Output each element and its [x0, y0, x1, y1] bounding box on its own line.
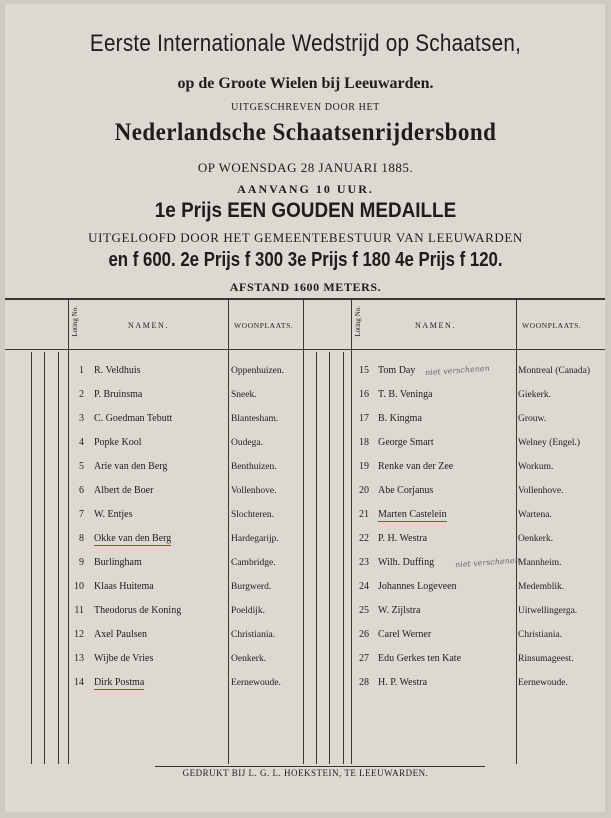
table-top-rule	[5, 298, 605, 300]
announced-by: UITGESCHREVEN DOOR HET	[231, 102, 380, 113]
competitor-name: Okke van den Berg	[94, 533, 172, 544]
lot-number: 1	[79, 365, 84, 376]
competitor-name: W. Entjes	[94, 509, 133, 520]
competitor-name: W. Zijlstra	[378, 605, 421, 616]
competitor-residence: Oenkerk.	[518, 534, 554, 544]
competitor-name: Theodorus de Koning	[94, 605, 182, 616]
competitor-residence: Oppenhuizen.	[231, 366, 285, 376]
lot-number: 10	[74, 581, 84, 592]
competitor-name: Axel Paulsen	[94, 629, 148, 640]
lot-number: 9	[79, 557, 84, 568]
residence-header: WOONPLAATS.	[522, 321, 582, 330]
competitor-name: Marten Castelein	[378, 509, 447, 520]
competitor-residence: Sneek.	[231, 390, 257, 400]
competitor-name: C. Goedman Tebutt	[94, 413, 173, 424]
competitor-name: T. B. Veninga	[378, 389, 433, 400]
competitor-name: Albert de Boer	[94, 485, 154, 496]
competitor-name: Klaas Huitema	[94, 581, 154, 592]
competitor-residence: Welney (Engel.)	[518, 438, 581, 448]
prize-offered-by: UITGELOOFD DOOR HET GEMEENTEBESTUUR VAN LEEUWARDEN	[88, 230, 523, 245]
lot-number: 22	[359, 533, 369, 544]
competitor-name: P. Bruinsma	[94, 389, 143, 400]
competitor-name: Arie van den Berg	[94, 461, 168, 472]
lot-number: 16	[359, 389, 369, 400]
column-rule	[58, 352, 59, 764]
race-distance: AFSTAND 1600 METERS.	[229, 280, 382, 294]
event-date: OP WOENSDAG 28 JANUARI 1885.	[197, 160, 414, 175]
competitor-name: Tom Day	[378, 365, 416, 376]
competitor-name: Edu Gerkes ten Kate	[378, 653, 462, 664]
lot-number: 12	[74, 629, 84, 640]
column-rule	[303, 300, 304, 764]
competitor-name: R. Veldhuis	[94, 365, 141, 376]
competitor-residence: Oenkerk.	[231, 654, 267, 664]
printer-credit: GEDRUKT BIJ L. G. L. HOEKSTEIN, TE LEEUWARDEN.	[182, 768, 429, 778]
competitor-residence: Mannheim.	[518, 558, 562, 568]
competitor-residence: Eernewoude.	[231, 678, 281, 688]
lot-number: 6	[79, 485, 84, 496]
lot-number: 18	[359, 437, 369, 448]
lot-number: 7	[79, 509, 84, 520]
competitor-residence: Workum.	[518, 462, 554, 472]
competitor-name: P. H. Westra	[378, 533, 428, 544]
lot-number: 2	[79, 389, 84, 400]
footer-rule	[155, 766, 485, 767]
competitor-residence: Christiania.	[231, 630, 276, 640]
competitor-name: Carel Werner	[378, 629, 432, 640]
lot-number: 13	[74, 653, 84, 664]
lot-number: 19	[359, 461, 369, 472]
lot-number-header: Loting No.	[71, 306, 79, 337]
lot-number: 21	[359, 509, 369, 520]
lot-number: 27	[359, 653, 369, 664]
prize-money: en f 600. 2e Prijs f 300 3e Prijs f 180 4e Prijs f 120.	[108, 249, 503, 271]
competitor-residence: Rinsumageest.	[518, 654, 574, 664]
competitor-residence: Christiania.	[518, 630, 563, 640]
competitor-residence: Benthuizen.	[231, 462, 277, 472]
competitor-name: George Smart	[378, 437, 434, 448]
organizer-name: Nederlandsche Schaatsenrijdersbond	[114, 119, 497, 146]
competitor-residence: Wartena.	[518, 510, 552, 520]
competitor-name: B. Kingma	[378, 413, 422, 424]
competitor-residence: Cambridge.	[231, 558, 276, 568]
competitor-residence: Uitwellingerga.	[518, 606, 578, 616]
event-location: op de Groote Wielen bij Leeuwarden.	[177, 75, 434, 92]
competitor-residence: Grouw.	[518, 414, 547, 424]
competitor-residence: Slochteren.	[231, 510, 275, 520]
competitor-residence: Blantesham.	[231, 414, 279, 424]
competitor-residence: Hardegarijp.	[231, 534, 279, 544]
competitor-residence: Eernewoude.	[518, 678, 568, 688]
lot-number: 26	[359, 629, 369, 640]
column-rule	[31, 352, 32, 764]
names-header: NAMEN.	[128, 321, 169, 330]
competitor-residence: Montreal (Canada)	[518, 366, 591, 376]
lot-number: 15	[359, 365, 369, 376]
start-time: AANVANG 10 UUR.	[237, 182, 374, 196]
column-rule	[516, 300, 517, 764]
lot-number: 4	[79, 437, 84, 448]
handwritten-note: niet verschenen	[454, 555, 521, 570]
competitor-name: Wilh. Duffing	[378, 557, 435, 568]
names-header: NAMEN.	[415, 321, 456, 330]
competitor-residence: Vollenhove.	[518, 486, 564, 496]
lot-number: 20	[359, 485, 369, 496]
competitor-name: Abe Corjanus	[378, 485, 434, 496]
competitor-residence: Vollenhove.	[231, 486, 277, 496]
competitor-residence: Oudega.	[231, 438, 263, 448]
competitor-name: H. P. Westra	[378, 677, 428, 688]
table-header-rule	[5, 349, 605, 350]
lot-number: 11	[74, 605, 84, 616]
competitor-name: Johannes Logeveen	[378, 581, 457, 592]
competitor-name: Renke van der Zee	[378, 461, 454, 472]
handwritten-note: niet verschenen	[424, 363, 491, 378]
first-prize: 1e Prijs EEN GOUDEN MEDAILLE	[154, 199, 457, 222]
competitor-name: Popke Kool	[94, 437, 142, 448]
column-rule	[329, 352, 330, 764]
lot-number: 28	[359, 677, 369, 688]
competitor-residence: Burgwerd.	[231, 582, 272, 592]
lot-number: 24	[359, 581, 369, 592]
column-rule	[316, 352, 317, 764]
lot-number: 17	[359, 413, 369, 424]
column-rule	[44, 352, 45, 764]
lot-number: 14	[74, 677, 84, 688]
lot-number-header: Loting No.	[354, 306, 362, 337]
column-rule	[228, 300, 229, 764]
competitor-residence: Medemblik.	[518, 582, 565, 592]
lot-number: 3	[79, 413, 84, 424]
competitor-name: Burlingham	[94, 557, 142, 568]
competitor-residence: Giekerk.	[518, 390, 551, 400]
poster-title: Eerste Internationale Wedstrijd op Schaatsen,	[89, 30, 522, 57]
column-rule	[343, 352, 344, 764]
lot-number: 5	[79, 461, 84, 472]
lot-number: 8	[79, 533, 84, 544]
competitor-name: Dirk Postma	[94, 677, 145, 688]
lot-number: 23	[359, 557, 369, 568]
residence-header: WOONPLAATS.	[234, 321, 294, 330]
lot-number: 25	[359, 605, 369, 616]
competitor-residence: Poeldijk.	[231, 606, 266, 616]
competitor-name: Wijbe de Vries	[94, 653, 154, 664]
